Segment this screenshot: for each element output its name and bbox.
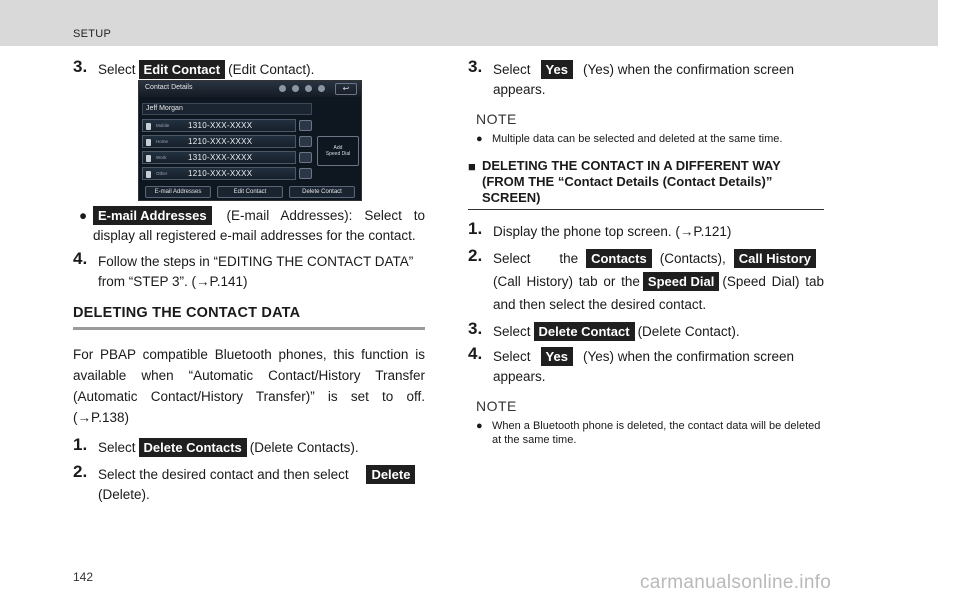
other-icon bbox=[146, 171, 151, 178]
step-4-edit: 4. Follow the steps in “EDITING THE CONTACT DATA” from “STEP 3”. (→P.141) bbox=[73, 249, 414, 289]
contact-name: Jeff Morgan bbox=[142, 103, 312, 115]
speed-dial-tab-button[interactable]: Speed Dial bbox=[643, 272, 719, 291]
edit-contact-button[interactable]: Edit Contact bbox=[139, 60, 226, 79]
note-2: NOTE ● When a Bluetooth phone is deleted, the contact data will be deleted at the same time. bbox=[468, 397, 824, 447]
edit-contact-screen-button[interactable]: Edit Contact bbox=[217, 186, 283, 198]
yes-button[interactable]: Yes bbox=[541, 60, 573, 79]
phone-row[interactable]: Other 1210-XXX-XXXX bbox=[142, 167, 296, 180]
pbap-paragraph: For PBAP compatible Bluetooth phones, this function is available when “Automatic Contact/History Transfer (Automatic Contact/History Transfer)” is set to off. (→P.138) bbox=[73, 347, 425, 425]
delete-contact-screen-button[interactable]: Delete Contact bbox=[289, 186, 355, 198]
delete-step-1: 1. Select Delete Contacts (Delete Contacts). bbox=[73, 435, 359, 455]
step-3-edit: 3. Select Edit Contact (Edit Contact). bbox=[73, 57, 315, 77]
delete-contact-button[interactable]: Delete Contact bbox=[534, 322, 635, 341]
watermark: carmanualsonline.info bbox=[640, 572, 832, 593]
screen-header bbox=[139, 81, 361, 97]
email-addresses-button[interactable]: E-mail Addresses bbox=[145, 186, 211, 198]
work-icon bbox=[146, 155, 151, 162]
heading-rule bbox=[73, 327, 425, 330]
email-addresses-label-button[interactable]: E-mail Addresses bbox=[93, 206, 212, 225]
delete-button[interactable]: Delete bbox=[366, 465, 415, 484]
info-icon bbox=[318, 85, 325, 92]
diff-step-3: 3. Select Delete Contact (Delete Contact). bbox=[468, 319, 740, 339]
delete-contacts-button[interactable]: Delete Contacts bbox=[139, 438, 247, 457]
settings-icon bbox=[292, 85, 299, 92]
header-bar bbox=[0, 0, 938, 46]
edit-number-button[interactable] bbox=[299, 136, 312, 147]
note-1: NOTE ● Multiple data can be selected and deleted at the same time. bbox=[468, 110, 824, 146]
phone-icon bbox=[305, 85, 312, 92]
delete-step-2: 2. Select the desired contact and then select Delete (Delete). bbox=[73, 465, 425, 505]
back-button[interactable]: ↩ bbox=[335, 83, 357, 95]
right-column bbox=[468, 57, 824, 447]
edit-number-button[interactable] bbox=[299, 168, 312, 179]
add-speed-dial-button[interactable]: Add Speed Dial bbox=[317, 136, 359, 166]
page-number: 142 bbox=[73, 570, 94, 584]
edit-number-button[interactable] bbox=[299, 120, 312, 131]
phone-row[interactable]: Work 1310-XXX-XXXX bbox=[142, 151, 296, 164]
phone-row[interactable]: Mobile 1310-XXX-XXXX bbox=[142, 119, 296, 132]
screen-title: Contact Details bbox=[145, 84, 193, 91]
diff-step-2: 2. Select the Contacts (Contacts), Call History(Call History) tab or the Speed Dial (Speed Dial) tab and then select the desired contact. bbox=[468, 246, 824, 312]
home-icon bbox=[146, 139, 151, 146]
confirm-step-3: 3. Select Yes (Yes) when the confirmation screen appears. bbox=[468, 57, 795, 97]
left-column-lower bbox=[73, 206, 425, 511]
phone-row[interactable]: Home 1210-XXX-XXXX bbox=[142, 135, 296, 148]
bluetooth-icon bbox=[279, 85, 286, 92]
bullet-email: ● E-mail Addresses (E-mail Addresses): Select to display all registered e-mail addresses for the contact. bbox=[79, 208, 425, 243]
diff-step-1: 1. Display the phone top screen. (→P.121) bbox=[468, 219, 732, 239]
mobile-icon bbox=[146, 123, 151, 130]
contacts-tab-button[interactable]: Contacts bbox=[586, 249, 652, 268]
subsection-heading: ■ DELETING THE CONTACT IN A DIFFERENT WAY (FROM THE “Contact Details (Contact Details)” SCREEN) bbox=[468, 158, 824, 210]
edit-number-button[interactable] bbox=[299, 152, 312, 163]
diff-step-4: 4. Select Yes (Yes) when the confirmation screen appears. bbox=[468, 344, 795, 384]
yes-button[interactable]: Yes bbox=[541, 347, 573, 366]
note-title: NOTE bbox=[476, 398, 517, 414]
subsection-rule bbox=[468, 209, 824, 210]
contact-details-screenshot bbox=[138, 80, 362, 201]
note-title: NOTE bbox=[476, 111, 517, 127]
call-history-tab-button[interactable]: Call History bbox=[734, 249, 816, 268]
section-heading: DELETING THE CONTACT DATA bbox=[73, 304, 425, 330]
section-title: SETUP bbox=[73, 28, 112, 40]
